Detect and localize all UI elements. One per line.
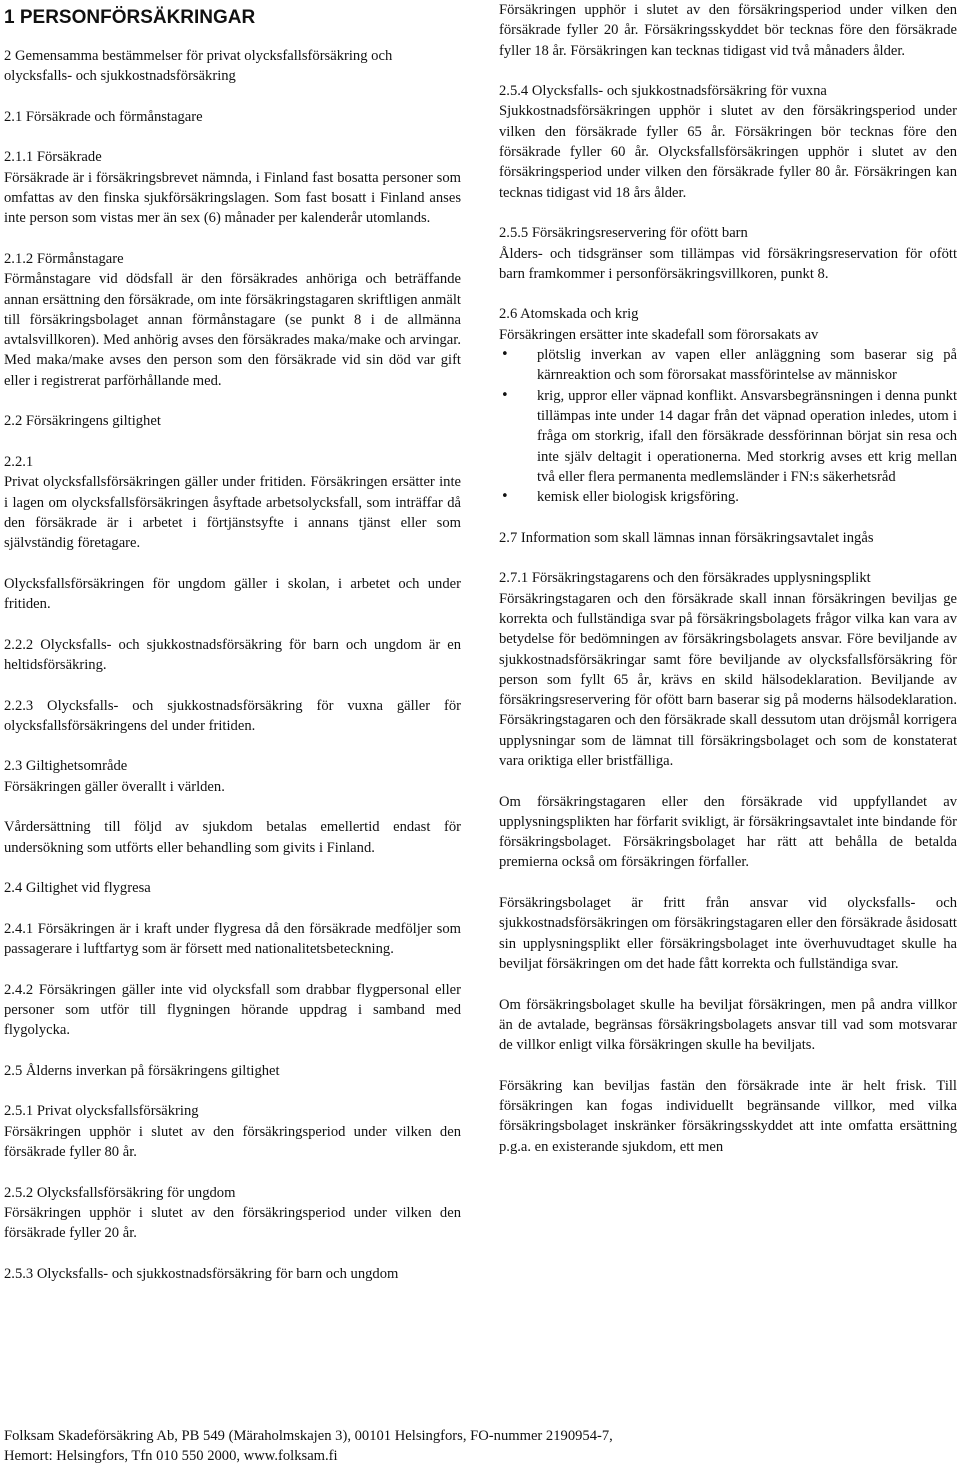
paragraph-fraud: Om försäkringstagaren eller den försäkrade vid uppfyllandet av upplysningsplikten har förfarit svikligt, är försäkringsavtalet inte bindande för försäkringsbolaget. Försäkringsbolaget har rätt att behålla de betalda premierna också om försäkringen förfaller.	[499, 793, 957, 871]
list-item: • krig, uppror eller väpnad konflikt. Ansvarsbegränsningen i denna punkt tillämpas inte under 14 dagar från det väpnad operation inledes, utom i fråga om storkrig, ifall den försäkrade dessförinnan börjat sin resa och inte själv deltagit i operationerna. Med storkrig avses ett krig mellan två eller flera permanenta medlemsländer i FN:s säkerhetsråd	[501, 387, 957, 485]
section-2-5-5-text: Ålders- och tidsgränser som tillämpas vid försäkringsreservation för ofött barn framkommer i personförsäkringsvillkoren, punkt 8.	[499, 245, 957, 282]
section-2-1-2-title: 2.1.2 Förmånstagare	[4, 250, 124, 267]
section-2-3-text-2: Vårdersättning till följd av sjukdom betalas emellertid endast för undersökning som utförts eller behandling som givits i Finland.	[4, 819, 461, 856]
section-2-5-1-title: 2.5.1 Privat olycksfallsförsäkring	[4, 1103, 199, 1120]
section-2-4-2-text: 2.4.2 Försäkringen gäller inte vid olycksfall som drabbar flygpersonal eller personer som utför till flygningen hörande uppdrag i samband med flygolycka.	[4, 981, 461, 1039]
section-2-1-1-title: 2.1.1 Försäkrade	[4, 149, 102, 166]
paragraph-other-terms: Om försäkringsbolaget skulle ha beviljat försäkringen, men på andra villkor än de avtalade, begränsas försäkringsbolagets ansvar till vad som motsvarar de villkor enligt vilka försäkringen skulle ha beviljats.	[499, 996, 957, 1054]
list-item: • kemisk eller biologisk krigsföring.	[499, 487, 957, 507]
section-2-7-title: 2.7 Information som skall lämnas innan försäkringsavtalet ingås	[499, 529, 874, 546]
section-2-5-title: 2.5 Ålderns inverkan på försäkringens giltighet	[4, 1062, 280, 1079]
section-2-7-1-text: Försäkringstagaren och den försäkrade skall innan försäkringen beviljas ge korrekta och fullständiga svar på försäkringsbolagets frågor vilka kan vara av betydelse för bedömningen av försäkringsbolagets ansvar. Före beviljande av sjukkostnadsförsäkringar samt före beviljande av olycksfallsförsäkring för person som fyllt 65 år, krävs en skild hälsodeklaration. Beviljande av försäkringsreservering för ofött barn baserar sig på moderns hälsodeklaration. Försäkringstagaren och den försäkrade skall dessutom utan dröjsmål korrigera upplysningar som de lämnat till försäkringsbolaget och som de konstaterat vara oriktiga eller bristfälliga.	[499, 590, 957, 769]
page-footer	[4, 1426, 944, 1467]
paragraph-liability: Försäkringsbolaget är fritt från ansvar vid olycksfalls- och sjukkostnadsförsäkringen om försäkringstagaren eller den försäkrade åsidosatt sin upplysningsplikt eller försäkringsbolaget inte överhuvudtaget skulle ha beviljat försäkringen om det hade fått korrekta och fullständiga svar.	[499, 895, 957, 972]
section-2-5-4-title: 2.5.4 Olycksfalls- och sjukkostnadsförsäkring för vuxna	[499, 83, 827, 100]
section-2-5-4-text: Sjukkostnadsförsäkringen upphör i slutet av den försäkringsperiod under vilken den försäkrade fyller 65 år. Försäkringen bör tecknas före den försäkrade fyller 60 år. Olycksfallsförsäkringen upphör i slutet av den försäkringsperiod under vilken den försäkrade fyller 80 år. Försäkringen kan tecknas tidigast vid 18 års ålder.	[499, 103, 957, 201]
bullet-icon: •	[501, 387, 509, 403]
paragraph-health: Försäkring kan beviljas fastän den försäkrade inte är helt frisk. Till försäkringen kan fogas individuellt begränsande villkor, med vilka försäkringsbolaget inskränker försäkringsskyddet att inte omfatta ersättning p.g.a. en existerande sjukdom, ett men	[499, 1077, 957, 1155]
section-2-4-1-text: 2.4.1 Försäkringen är i kraft under flygresa då den försäkrade medföljer som passagerare i luftfartyg som är försett med nationalitetsbeteckning.	[4, 920, 461, 958]
section-2-1-1-text: Försäkrade är i försäkringsbrevet nämnda, i Finland fast bosatta personer som omfattas av den finska sjukförsäkringslagen. Som fast bosatt i Finland anses inte person som vistas mer än sex (6) månader per kalenderår utomlands.	[4, 169, 461, 227]
left-column	[4, 0, 461, 1284]
section-2-5-2-title: 2.5.2 Olycksfallsförsäkring för ungdom	[4, 1184, 236, 1201]
page-heading: 1 PERSONFÖRSÄKRINGAR	[4, 7, 256, 28]
section-2-1-title: 2.1 Försäkrade och förmånstagare	[4, 108, 203, 125]
section-2-2-3-text: 2.2.3 Olycksfalls- och sjukkostnadsförsäkring för vuxna gäller för olycksfallsförsäkringens del under fritiden.	[4, 697, 461, 734]
section-2-5-5-title: 2.5.5 Försäkringsreservering för ofött barn	[499, 225, 748, 242]
section-2-5-2-text: Försäkringen upphör i slutet av den försäkringsperiod under vilken den försäkrade fyller 20 år.	[4, 1204, 461, 1242]
section-2-6-bullet-list	[499, 345, 957, 507]
footer-line-2: Hemort: Helsingfors, Tfn 010 550 2000, www.folksam.fi	[4, 1448, 338, 1465]
bullet-icon: •	[501, 347, 509, 363]
list-item: • plötslig inverkan av vapen eller anläggning som baserar sig på kärnreaktion och som förorsakat massförintelse av människor	[501, 347, 957, 384]
section-2-7-1-title: 2.7.1 Försäkringstagarens och den försäkrades upplysningsplikt	[499, 570, 871, 587]
section-2-2-1-title: 2.2.1	[4, 453, 34, 470]
section-2-2-1-text: Privat olycksfallsförsäkringen gäller under fritiden. Försäkringen ersätter inte i lagen om olycksfallsförsäkringen åsyftade arbetsolycksfall, som inträffar då den försäkrade är i arbetet i förtjänstsyfte i annans tjänst eller som självständig företagare.	[4, 474, 461, 552]
section-2-3-text: Försäkringen gäller överallt i världen.	[4, 778, 225, 795]
section-2-3-title: 2.3 Giltighetsområde	[4, 758, 128, 775]
right-column	[499, 0, 957, 1157]
section-2-5-3-text: 2.5.3 Olycksfalls- och sjukkostnadsförsäkring för barn och ungdom	[4, 1265, 399, 1282]
section-2-2-2-text: 2.2.2 Olycksfalls- och sjukkostnadsförsäkring för barn och ungdom är en heltidsförsäkring.	[4, 636, 461, 673]
section-2-4-title: 2.4 Giltighet vid flygresa	[4, 880, 151, 897]
bullet-icon: •	[501, 489, 509, 505]
section-2-2-title: 2.2 Försäkringens giltighet	[4, 413, 161, 430]
section-2-5-3-continued: Försäkringen upphör i slutet av den försäkringsperiod under vilken den försäkrade fyller 20 år. Försäkringsskyddet bör tecknas före den försäkrade fyller 18 år. Försäkringen kan tecknas tidigast vid två månaders ålder.	[499, 2, 957, 59]
footer-line-1: Folksam Skadeförsäkring Ab, PB 549 (Märaholmskajen 3), 00101 Helsingfors, FO-nummer 2190954-7,	[4, 1428, 613, 1444]
section-2-5-1-text: Försäkringen upphör i slutet av den försäkringsperiod under vilken den försäkrade fyller 80 år.	[4, 1123, 461, 1161]
section-2-6-title: 2.6 Atomskada och krig	[499, 306, 639, 323]
section-2-title: 2 Gemensamma bestämmelser för privat olycksfallsförsäkring och olycksfalls- och sjukkostnadsförsäkring	[4, 48, 393, 85]
section-2-6-intro: Försäkringen ersätter inte skadefall som förorsakats av	[499, 326, 819, 343]
section-2-1-2-text: Förmånstagare vid dödsfall är den försäkrades anhöriga och beträffande annan ersättning den försäkrade, om inte försäkringstagaren skriftligen anmält till försäkringsbolaget annan förmånstagare (se punkt 8 i de allmänna avtalsvillkoren). Med anhörig avses den försäkrades maka/make och arvingar. Med maka/make avses den person som den försäkrade vid sin död var gift eller i registrerat parförhållande med.	[4, 271, 461, 389]
section-2-2-1-text-2: Olycksfallsförsäkringen för ungdom gäller i skolan, i arbetet och under fritiden.	[4, 575, 461, 613]
